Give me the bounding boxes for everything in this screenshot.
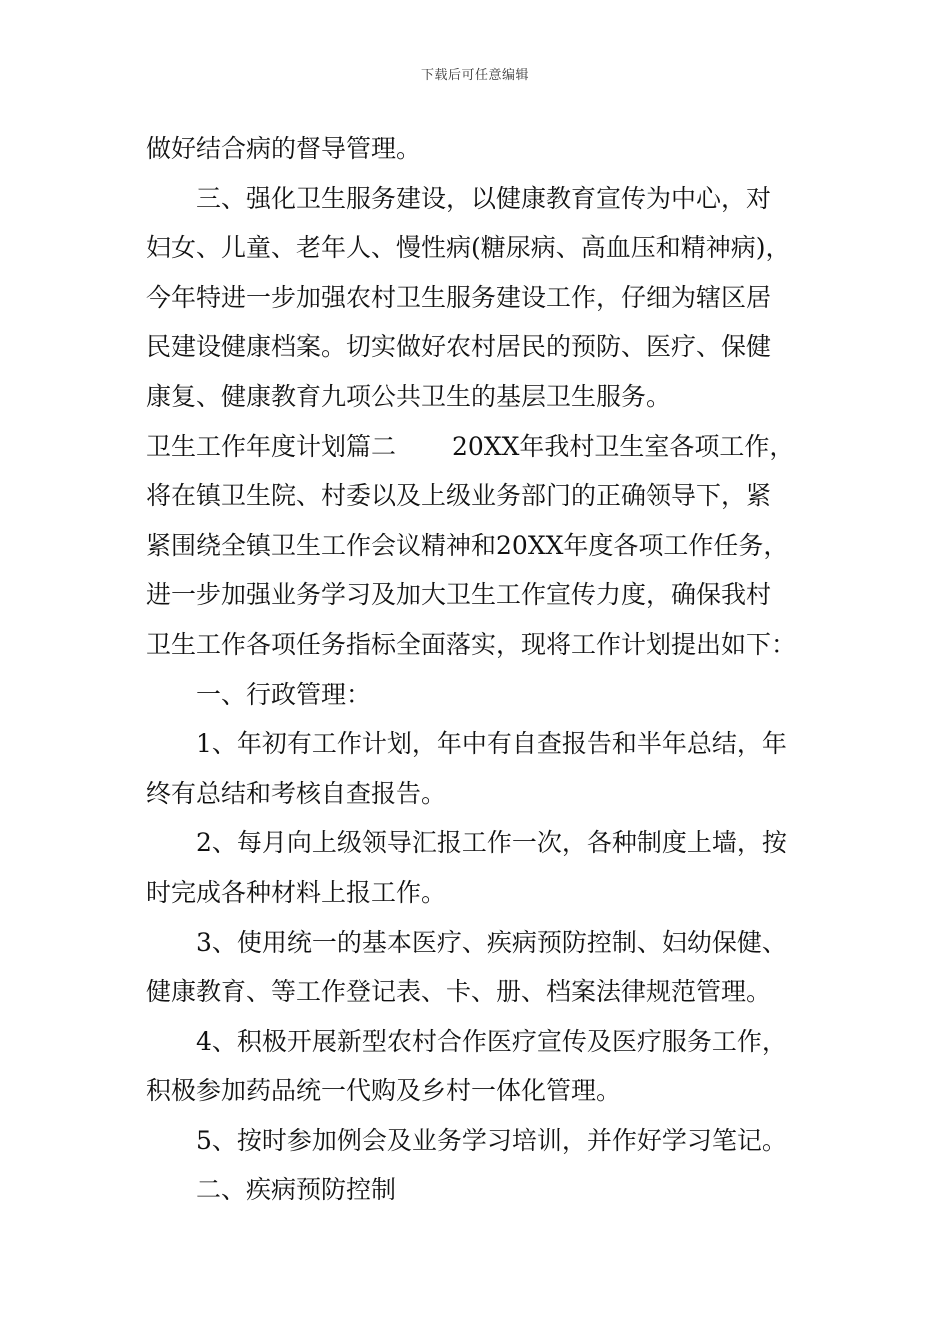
list-item-line: 健康教育、等工作登记表、卡、册、档案法律规范管理。	[146, 977, 772, 1007]
paragraph-line: 今年特进一步加强农村卫生服务建设工作，仔细为辖区居	[146, 282, 772, 312]
paragraph-line: 紧围绕全镇卫生工作会议精神和20XX年度各项工作任务，	[146, 530, 789, 560]
paragraph-line: 进一步加强业务学习及加大卫生工作宣传力度，确保我村	[146, 580, 772, 610]
list-item-line: 4、积极开展新型农村合作医疗宣传及医疗服务工作，	[196, 1026, 787, 1056]
paragraph-line: 三、强化卫生服务建设，以健康教育宣传为中心，对	[196, 183, 772, 213]
paragraph-line: 民建设健康档案。切实做好农村居民的预防、医疗、保健	[146, 332, 772, 362]
section-intro: 20XX年我村卫生室各项工作，	[452, 431, 795, 461]
list-item-line: 终有总结和考核自查报告。	[146, 778, 447, 808]
list-item-line: 3、使用统一的基本医疗、疾病预防控制、妇幼保健、	[196, 927, 787, 957]
list-item-line: 5、按时参加例会及业务学习培训，并作好学习笔记。	[196, 1125, 787, 1155]
page-header-note: 下载后可任意编辑	[420, 68, 529, 83]
list-item-line: 时完成各种材料上报工作。	[146, 877, 447, 907]
list-item-line: 1、年初有工作计划，年中有自查报告和半年总结，年	[196, 729, 787, 759]
section-heading-line	[146, 422, 816, 472]
paragraph-line: 将在镇卫生院、村委以及上级业务部门的正确领导下，紧	[146, 481, 772, 511]
list-item-line: 积极参加药品统一代购及乡村一体化管理。	[146, 1076, 622, 1106]
list-item-line: 2、每月向上级领导汇报工作一次，各种制度上墙，按	[196, 828, 787, 858]
subheading-admin: 一、行政管理：	[196, 679, 372, 709]
paragraph-line: 卫生工作各项任务指标全面落实，现将工作计划提出如下：	[146, 629, 797, 659]
subheading-disease-control: 二、疾病预防控制	[196, 1175, 397, 1205]
paragraph-line: 康复、健康教育九项公共卫生的基层卫生服务。	[146, 381, 672, 411]
paragraph-line: 妇女、儿童、老年人、慢性病(糖尿病、高血压和精神病)，	[146, 233, 791, 263]
document-body	[146, 124, 816, 1215]
section-title: 卫生工作年度计划篇二	[146, 431, 397, 461]
paragraph-line: 做好结合病的督导管理。	[146, 134, 422, 163]
